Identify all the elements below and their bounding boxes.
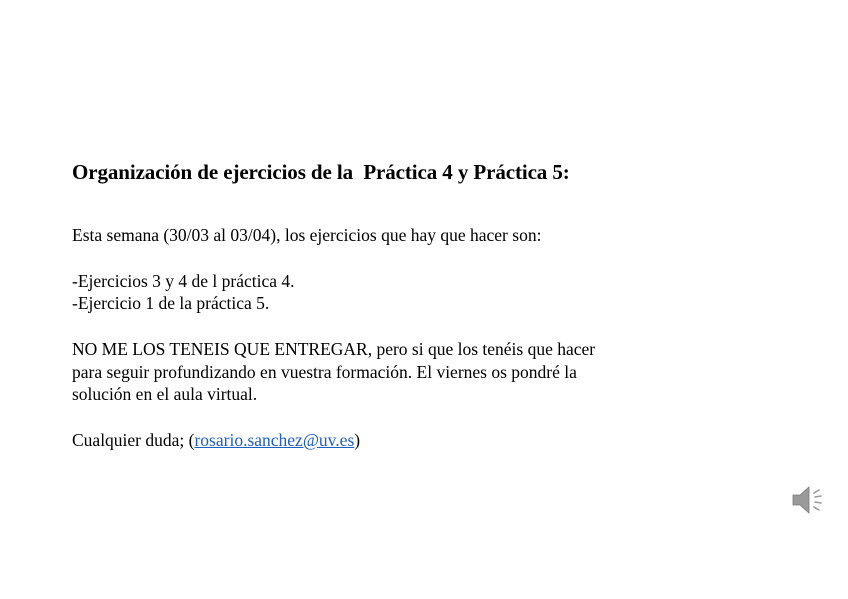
exercise-item: -Ejercicio 1 de la práctica 5.: [72, 293, 270, 313]
contact-prefix: Cualquier duda; (: [72, 430, 195, 450]
email-link[interactable]: rosario.sanchez@uv.es: [194, 430, 355, 450]
paragraph-line: para seguir profundizando en vuestra formación. El viernes os pondré la: [72, 362, 577, 382]
contact-suffix: ): [354, 430, 361, 450]
intro-text: Esta semana (30/03 al 03/04), los ejercicios que hay que hacer son:: [72, 225, 542, 245]
contact-line: [72, 429, 360, 451]
speaker-icon[interactable]: [790, 482, 830, 518]
paragraph-line: NO ME LOS TENEIS QUE ENTREGAR, pero si que los tenéis que hacer: [72, 339, 596, 359]
paragraph-line: solución en el aula virtual.: [72, 384, 258, 404]
exercise-item: -Ejercicios 3 y 4 de l práctica 4.: [72, 271, 295, 291]
slide-title: Organización de ejercicios de la Práctica 4 y Práctica 5:: [72, 160, 570, 184]
